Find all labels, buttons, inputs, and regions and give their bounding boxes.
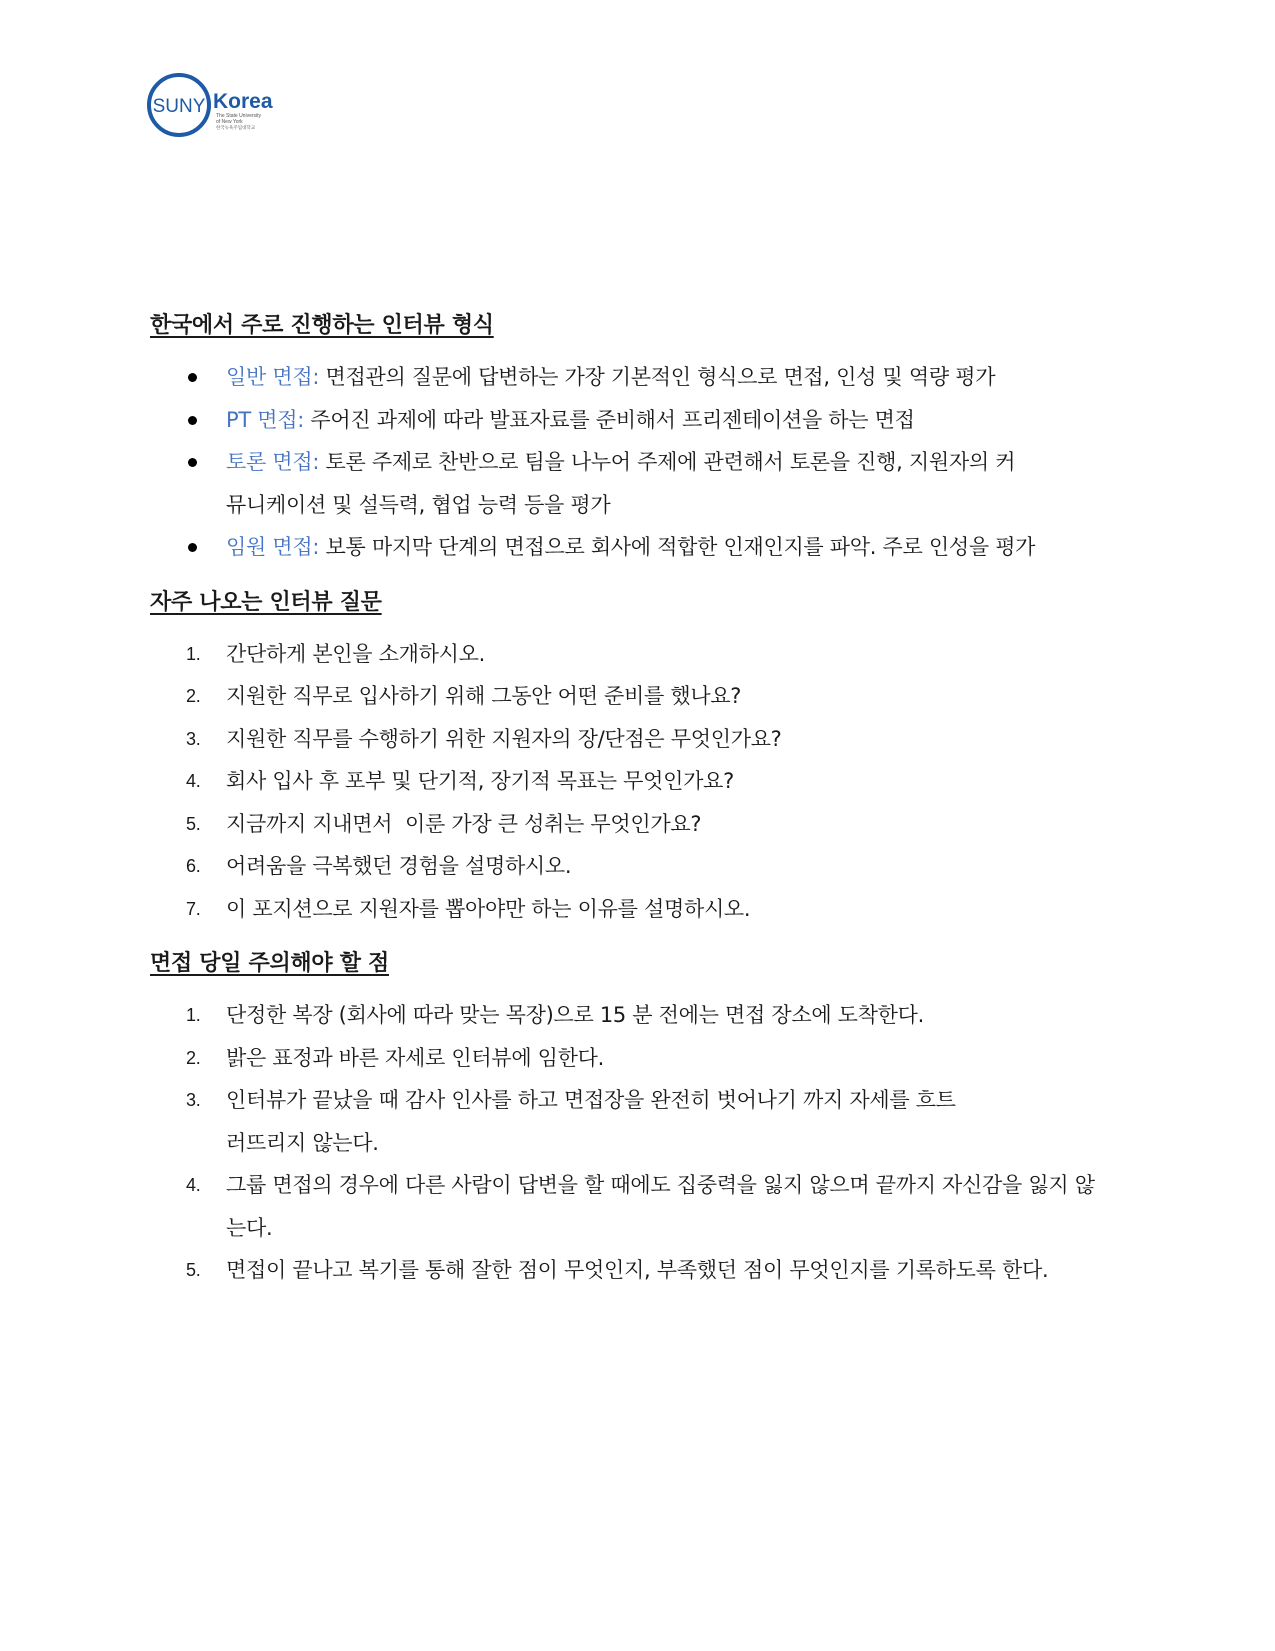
format-term: PT 면접: (226, 407, 305, 432)
item-text: 간단하게 본인을 소개하시오. (226, 641, 485, 666)
item-text: 인터뷰가 끝났을 때 감사 인사를 하고 면접장을 완전히 벗어나기 까지 자세를 흐트러뜨리지 않는다. (226, 1088, 956, 1155)
list-item (150, 803, 1150, 846)
item-text: 어려움을 극복했던 경험을 설명하시오. (226, 854, 572, 878)
item-text: 회사 입사 후 포부 및 단기적, 장기적 목표는 무엇인가요? (226, 769, 734, 793)
list-item (150, 526, 1150, 569)
item-number: 1. (186, 643, 201, 664)
format-term: 임원 면접: (226, 535, 320, 559)
list-item (150, 1079, 1150, 1164)
item-number: 3. (186, 728, 201, 749)
logo-sub-line3: 한국뉴욕주립대학교 (216, 126, 256, 131)
list-item (150, 1037, 1150, 1080)
list-item (150, 845, 1150, 888)
list-item (150, 356, 1150, 399)
questions-heading: 자주 나오는 인터뷰 질문 (150, 589, 382, 615)
item-number: 2. (186, 1047, 201, 1068)
list-item (150, 888, 1150, 931)
list-item (150, 633, 1150, 676)
list-item (150, 399, 1150, 442)
item-number: 7. (186, 898, 201, 919)
item-number: 6. (186, 856, 201, 876)
format-text: 토론 주제로 찬반으로 팀을 나누어 주제에 관련해서 토론을 진행, 지원자의 커뮤니케이션 및 설득력, 협업 능력 등을 평가 (226, 450, 1016, 517)
list-item (150, 1164, 1150, 1249)
list-item (150, 675, 1150, 718)
logo-name-text: Korea (213, 90, 273, 113)
list-item (150, 441, 1150, 526)
item-text: 밝은 표정과 바른 자세로 인터뷰에 임한다. (226, 1045, 605, 1070)
item-number: 2. (186, 686, 201, 706)
item-number: 1. (186, 1005, 201, 1025)
logo-sub-line2: of New York (216, 119, 243, 125)
item-number: 4. (186, 771, 201, 791)
formats-heading: 한국에서 주로 진행하는 인터뷰 형식 (150, 313, 494, 338)
tips-list (150, 994, 1150, 1292)
formats-list (150, 356, 1150, 569)
item-number: 5. (186, 1260, 201, 1280)
format-term: 토론 면접: (226, 450, 320, 474)
document-body (150, 310, 1150, 1292)
list-item (150, 718, 1150, 761)
format-text: 주어진 과제에 따라 발표자료를 준비해서 프리젠테이션을 하는 면접 (304, 407, 915, 432)
item-text: 지원한 직무로 입사하기 위해 그동안 어떤 준비를 했나요? (226, 684, 742, 708)
list-item (150, 760, 1150, 803)
format-text: 보통 마지막 단계의 면접으로 회사에 적합한 인재인지를 파악. 주로 인성을 평가 (319, 535, 1036, 559)
format-text: 면접관의 질문에 답변하는 가장 기본적인 형식으로 면접, 인성 및 역량 평가 (319, 365, 996, 389)
item-text: 단정한 복장 (회사에 따라 맞는 목장)으로 15 분 전에는 면접 장소에 도착한다. (226, 1003, 925, 1027)
item-number: 3. (186, 1090, 201, 1110)
item-text: 면접이 끝나고 복기를 통해 잘한 점이 무엇인지, 부족했던 점이 무엇인지를 기록하도록 한다. (226, 1258, 1049, 1282)
list-item (150, 1249, 1150, 1292)
tips-heading: 면접 당일 주의해야 할 점 (150, 951, 389, 976)
logo-mark-text: SUNY (152, 96, 206, 117)
list-item (150, 994, 1150, 1037)
format-term: 일반 면접: (226, 365, 320, 389)
questions-list (150, 633, 1150, 931)
item-text: 지원한 직무를 수행하기 위한 지원자의 장/단점은 무엇인가요? (226, 726, 782, 751)
item-number: 5. (186, 813, 201, 834)
item-number: 4. (186, 1175, 201, 1195)
item-text: 지금까지 지내면서 이룬 가장 큰 성취는 무엇인가요? (226, 811, 702, 836)
logo-sub-line1: The State University (216, 113, 262, 119)
suny-korea-logo (146, 72, 296, 138)
item-text: 그룹 면접의 경우에 다른 사람이 답변을 할 때에도 집중력을 잃지 않으며 끝까지 자신감을 잃지 않는다. (226, 1173, 1095, 1240)
item-text: 이 포지션으로 지원자를 뽑아야만 하는 이유를 설명하시오. (226, 896, 751, 921)
